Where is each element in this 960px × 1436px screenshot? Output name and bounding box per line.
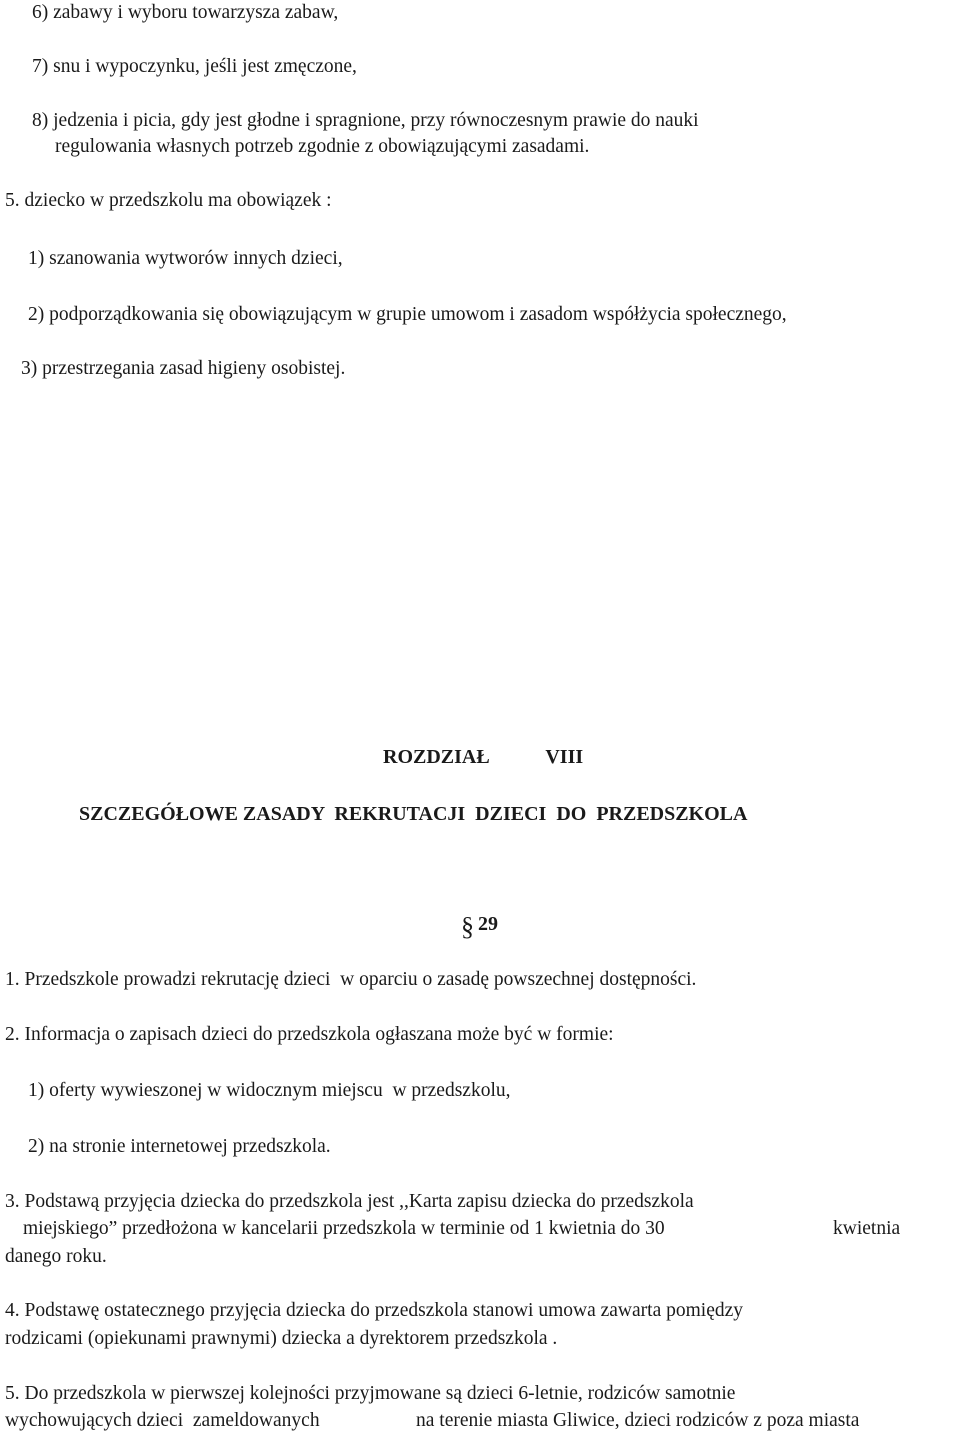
list-item-text: jedzenia i picia, gdy jest głodne i spragnione, przy równoczesnym prawie do nauki — [53, 110, 699, 131]
paragraph-5-line-1: 5. Do przedszkola w pierwszej kolejności przyjmowane są dzieci 6-letnie, rodziców samotnie — [5, 1383, 736, 1404]
paragraph-4-line-2: rodzicami (opiekunami prawnymi) dziecka a dyrektorem przedszkola . — [5, 1328, 558, 1349]
paragraph-2: 2. Informacja o zapisach dzieci do przedszkola ogłaszana może być w formie: — [5, 1024, 614, 1045]
section-sign-icon: § — [461, 912, 474, 941]
list-item-number: 7) — [32, 56, 49, 77]
chapter-number: VIII — [545, 746, 584, 768]
paragraph-2-item-2: 2) na stronie internetowej przedszkola. — [28, 1136, 331, 1157]
list-item-text: zabawy i wyboru towarzysza zabaw, — [53, 2, 339, 23]
point-5-title: 5. dziecko w przedszkolu ma obowiązek : — [5, 190, 332, 211]
paragraph-3-line-2b: kwietnia — [833, 1218, 901, 1239]
paragraph-5-line-2b: na terenie miasta Gliwice, dzieci rodziców z poza miasta — [416, 1410, 860, 1431]
point-5-item-3: 3) przestrzegania zasad higieny osobistej. — [21, 358, 346, 379]
list-item-8 — [32, 111, 699, 131]
paragraph-5-line-2a: wychowujących dzieci zameldowanych — [5, 1410, 320, 1431]
list-item-7 — [32, 57, 357, 77]
chapter-heading — [383, 747, 583, 767]
section-number: 29 — [478, 913, 498, 935]
paragraph-4-line-1: 4. Podstawę ostatecznego przyjęcia dziecka do przedszkola stanowi umowa zawarta pomiędzy — [5, 1300, 744, 1321]
point-5-item-1: 1) szanowania wytworów innych dzieci, — [28, 248, 343, 269]
paragraph-2-item-1: 1) oferty wywieszonej w widocznym miejscu w przedszkolu, — [28, 1080, 511, 1101]
paragraph-3-line-1: 3. Podstawą przyjęcia dziecka do przedszkola jest ,,Karta zapisu dziecka do przedszkola — [5, 1191, 694, 1212]
point-5-item-2: 2) podporządkowania się obowiązującym w grupie umowom i zasadom współżycia społecznego, — [28, 304, 787, 325]
chapter-title: SZCZEGÓŁOWE ZASADY REKRUTACJI DZIECI DO PRZEDSZKOLA — [79, 803, 748, 825]
paragraph-3-line-3: danego roku. — [5, 1246, 107, 1267]
paragraph-3-line-2a: miejskiego” przedłożona w kancelarii przedszkola w terminie od 1 kwietnia do 30 — [23, 1218, 665, 1239]
list-item-8-continuation: regulowania własnych potrzeb zgodnie z obowiązującymi zasadami. — [55, 136, 590, 157]
list-item-6 — [32, 3, 338, 23]
list-item-number: 8) — [32, 110, 49, 131]
list-item-text: snu i wypoczynku, jeśli jest zmęczone, — [53, 56, 357, 77]
list-item-number: 6) — [32, 2, 49, 23]
chapter-label: ROZDZIAŁ — [383, 746, 490, 768]
paragraph-1: 1. Przedszkole prowadzi rekrutację dzieci w oparciu o zasadę powszechnej dostępności. — [5, 969, 697, 990]
